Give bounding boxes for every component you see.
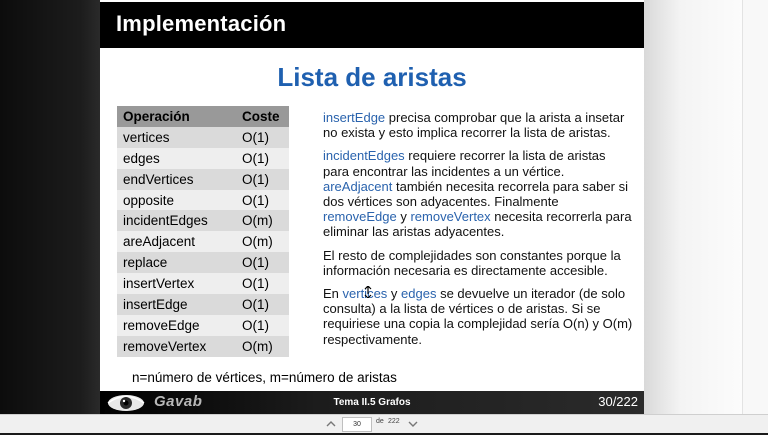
slide-header [100, 2, 644, 48]
operation-cell: removeEdge [117, 315, 236, 336]
mouse-cursor-icon [363, 286, 373, 298]
column-header-cost: Coste [236, 106, 289, 127]
operation-cell: opposite [117, 190, 236, 211]
slide-page-number: 30/222 [598, 394, 638, 409]
footnote: n=número de vértices, m=número de aristas [132, 370, 397, 385]
operations-table [117, 106, 289, 357]
table-row [117, 127, 289, 148]
cost-cell: O(1) [236, 127, 289, 148]
operation-cell: endVertices [117, 169, 236, 190]
operation-cell: removeVertex [117, 336, 236, 357]
table-row [117, 252, 289, 273]
brand-name: Gavab [154, 393, 203, 410]
paragraph-text: necesita recorrerla para eliminar las aristas adyacentes. [323, 209, 632, 240]
cost-cell: O(1) [236, 252, 289, 273]
cost-cell: O(1) [236, 273, 289, 294]
section-title: Implementación [116, 11, 287, 36]
table-row [117, 169, 289, 190]
paragraph-text: se devuelve un iterador (de solo consulta) a la lista de vértices o de aristas. Si se requiriese una copia la complejidad sería O(n) y O(m) respectivamente. [323, 286, 633, 347]
table-header-row [117, 106, 289, 127]
operation-cell: vertices [117, 127, 236, 148]
paragraph-text: El resto de complejidades son constantes porque la información necesaria es directamente accesible. [323, 247, 621, 278]
table-row [117, 231, 289, 252]
table-row [117, 148, 289, 169]
table-row [117, 273, 289, 294]
table-row [117, 190, 289, 211]
cost-cell: O(m) [236, 336, 289, 357]
slide-footer [100, 391, 644, 414]
page-number-input[interactable]: 30 [342, 417, 372, 432]
cost-cell: O(m) [236, 210, 289, 231]
explanation-text [323, 110, 633, 355]
paragraph-insert-edge [323, 110, 633, 140]
paragraph-text: y [396, 209, 411, 225]
paragraph-text: y [387, 286, 402, 302]
cost-cell: O(1) [236, 148, 289, 169]
keyword: insertEdge [323, 110, 386, 125]
operation-cell: insertVertex [117, 273, 236, 294]
operation-cell: insertEdge [117, 294, 236, 315]
operation-cell: incidentEdges [117, 210, 236, 231]
footer-topic: Tema II.5 Grafos [333, 397, 411, 408]
keyword: incidentEdges [323, 148, 405, 164]
slide [100, 0, 644, 414]
paragraph-text: precisa comprobar que la arista a insetar no exista y esto implica recorrer la lista de aristas. [323, 110, 625, 141]
keyword: removeVertex [410, 209, 491, 225]
cost-cell: O(m) [236, 231, 289, 252]
cost-cell: O(1) [236, 315, 289, 336]
table-row [117, 294, 289, 315]
vertical-scrollbar[interactable] [742, 0, 768, 414]
page-of-label: de [376, 418, 384, 425]
paragraph-constants [323, 248, 633, 278]
slide-title: Lista de aristas [277, 62, 467, 92]
viewer-left-margin [0, 0, 100, 414]
column-header-operation: Operación [117, 106, 236, 127]
paragraph-text: requiere recorrer la lista de aristas para encontrar las incidentes a un vértice. [323, 148, 606, 179]
keyword: edges [401, 286, 437, 302]
operation-cell: replace [117, 252, 236, 273]
paragraph-incident-edges [323, 148, 633, 239]
cost-cell: O(1) [236, 169, 289, 190]
keyword: areAdjacent [323, 178, 393, 194]
chevron-up-icon[interactable] [324, 417, 338, 431]
cost-cell: O(1) [236, 190, 289, 211]
operation-cell: edges [117, 148, 236, 169]
table-row [117, 336, 289, 357]
total-pages: 222 [388, 418, 400, 425]
paragraph-text: también necesita recorrela para saber si dos vértices son adyacentes. Finalmente [323, 178, 628, 210]
chevron-down-icon[interactable] [406, 417, 420, 431]
viewer-toolbar [0, 414, 768, 433]
table-row [117, 210, 289, 231]
table-row [117, 315, 289, 336]
keyword: removeEdge [323, 209, 397, 225]
cost-cell: O(1) [236, 294, 289, 315]
operation-cell: areAdjacent [117, 231, 236, 252]
paragraph-text: En [323, 286, 343, 302]
keyword: vertices [342, 286, 388, 302]
